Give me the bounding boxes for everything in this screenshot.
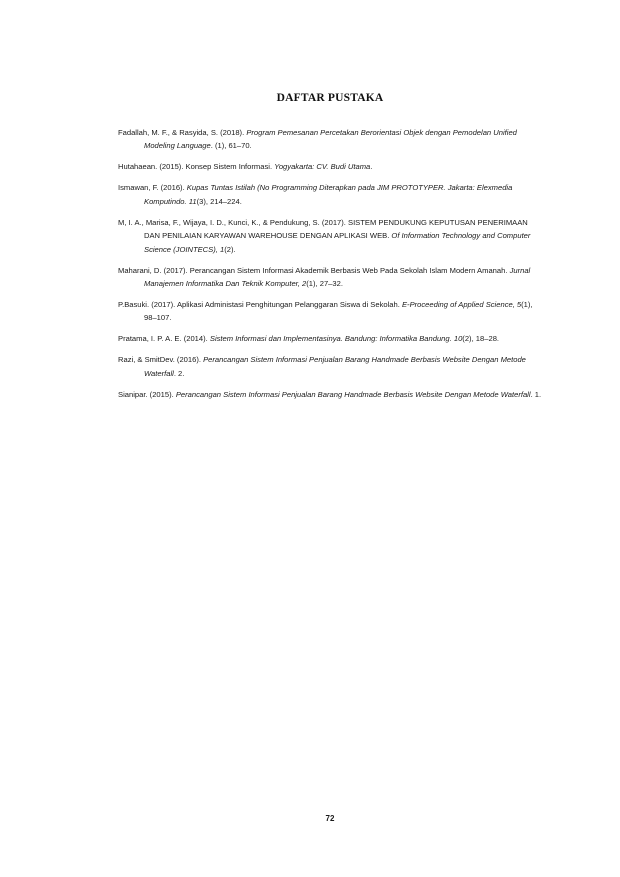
reference-tail-text: (1), 98–107.: [144, 300, 533, 323]
reference-text: Hutahaean. (2015). Konsep Sistem Informasi.: [118, 162, 275, 172]
reference-italic-text: Sistem Informasi dan Implementasinya. Bandung: Informatika Bandung. 10: [209, 334, 463, 344]
page-number: 72: [325, 814, 335, 823]
reference-item: [118, 126, 543, 153]
reference-text: Ismawan, F. (2016).: [118, 183, 187, 193]
reference-italic-text: Program Pemesanan Percetakan Berorientasi Objek dengan Pemodelan Unified Modeling Language: [144, 128, 517, 151]
reference-item: [118, 264, 543, 291]
reference-italic-text: Kupas Tuntas Istilah (No Programming Diterapkan pada JIM PROTOTYPER. Jakarta: Elexmedia Komputindo. 11: [144, 183, 513, 206]
reference-tail-text: (1), 27–32.: [306, 279, 343, 289]
reference-italic-text: Jurnal Manajemen Informatika Dan Teknik Komputer, 2: [144, 265, 531, 289]
reference-text: Pratama, I. P. A. E. (2014).: [118, 334, 210, 344]
reference-tail-text: (2).: [224, 244, 236, 254]
reference-tail-text: .: [370, 162, 373, 172]
reference-text: Maharani, D. (2017). Perancangan Sistem Informasi Akademik Berbasis Web Pada Sekolah Islam Modern Amanah.: [118, 265, 510, 275]
reference-tail-text: (2), 18–28.: [462, 334, 500, 344]
reference-italic-text: Yogyakarta: CV. Budi Utama: [274, 162, 371, 172]
reference-italic-text: E-Proceeding of Applied Science, 5: [401, 300, 522, 310]
reference-item: [118, 332, 543, 345]
reference-text: M, I. A., Marisa, F., Wijaya, I. D., Kunci, K., & Pendukung, S. (2017). SISTEM PENDUKUNG KEPUTUSAN PENERIMAAN DAN PENILAIAN KARYAWAN WAREHOUSE DENGAN APLIKASI WEB.: [118, 217, 528, 241]
reference-item: [118, 160, 543, 173]
reference-item: [118, 388, 543, 401]
reference-text: Razi, & SmitDev. (2016).: [118, 355, 204, 365]
reference-text: P.Basuki. (2017). Aplikasi Administasi Penghitungan Pelanggaran Siswa di Sekolah.: [118, 300, 402, 310]
reference-tail-text: (3), 214–224.: [196, 196, 242, 206]
reference-tail-text: . 1.: [530, 389, 542, 399]
reference-italic-text: Perancangan Sistem Informasi Penjualan Barang Handmade Berbasis Website Dengan Metode Waterfall: [175, 389, 531, 399]
reference-item: [118, 181, 543, 208]
reference-item: [118, 216, 543, 256]
reference-list: [118, 126, 543, 409]
reference-tail-text: . 2.: [173, 368, 185, 378]
reference-italic-text: Of Information Technology and Computer Science (JOINTECS), 1: [144, 231, 531, 254]
reference-text: Fadallah, M. F., & Rasyida, S. (2018).: [118, 128, 247, 137]
reference-italic-text: Perancangan Sistem Informasi Penjualan Barang Handmade Berbasis Website Dengan Metode Waterfall: [144, 355, 526, 378]
page-title: DAFTAR PUSTAKA: [276, 92, 384, 104]
reference-item: [118, 298, 543, 325]
reference-item: [118, 353, 543, 380]
reference-text: Sianipar. (2015).: [118, 389, 176, 399]
reference-tail-text: . (1), 61–70.: [210, 141, 252, 151]
